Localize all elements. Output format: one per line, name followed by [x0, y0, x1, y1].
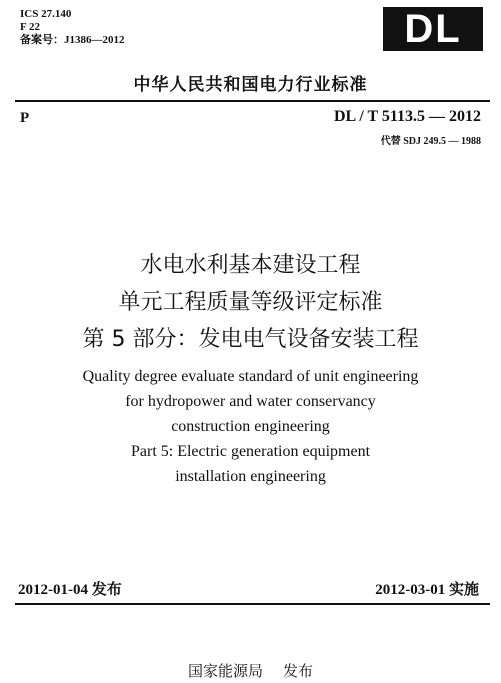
p-classification: P	[20, 110, 30, 126]
english-title-line-3: construction engineering	[171, 418, 330, 435]
replaces-standard: 代替 SDJ 249.5 — 1988	[380, 136, 481, 147]
issue-date: 2012-01-04 发布	[18, 582, 122, 598]
english-title-line-4: Part 5: Electric generation equipment	[130, 443, 371, 460]
english-title-line-5: installation engineering	[175, 468, 326, 485]
industry-standard-title: 中华人民共和国电力行业标准	[133, 75, 368, 95]
classification-code: F 22	[20, 21, 41, 33]
implementation-date: 2012-03-01 实施	[375, 582, 479, 598]
publisher-name: 国家能源局	[187, 662, 263, 680]
chinese-title-line-2: 单元工程质量等级评定标准	[118, 290, 383, 315]
ics-block	[20, 8, 125, 47]
dl-logo: DL	[383, 7, 483, 51]
english-title-line-2: for hydropower and water conservancy	[125, 393, 376, 410]
publisher-action: 发布	[283, 662, 314, 680]
publisher	[0, 660, 501, 681]
chinese-title-line-1: 水电水利基本建设工程	[140, 253, 361, 278]
chinese-title-line-3: 第 5 部分：发电电气设备安装工程	[82, 327, 419, 352]
filing-number: 备案号：J1386—2012	[20, 34, 125, 46]
english-title-line-1: Quality degree evaluate standard of unit engineering	[82, 368, 419, 385]
ics-code: ICS 27.140	[20, 8, 72, 20]
standard-number: DL / T 5113.5 — 2012	[334, 108, 481, 125]
bottom-divider	[15, 603, 490, 605]
top-divider	[15, 100, 490, 102]
